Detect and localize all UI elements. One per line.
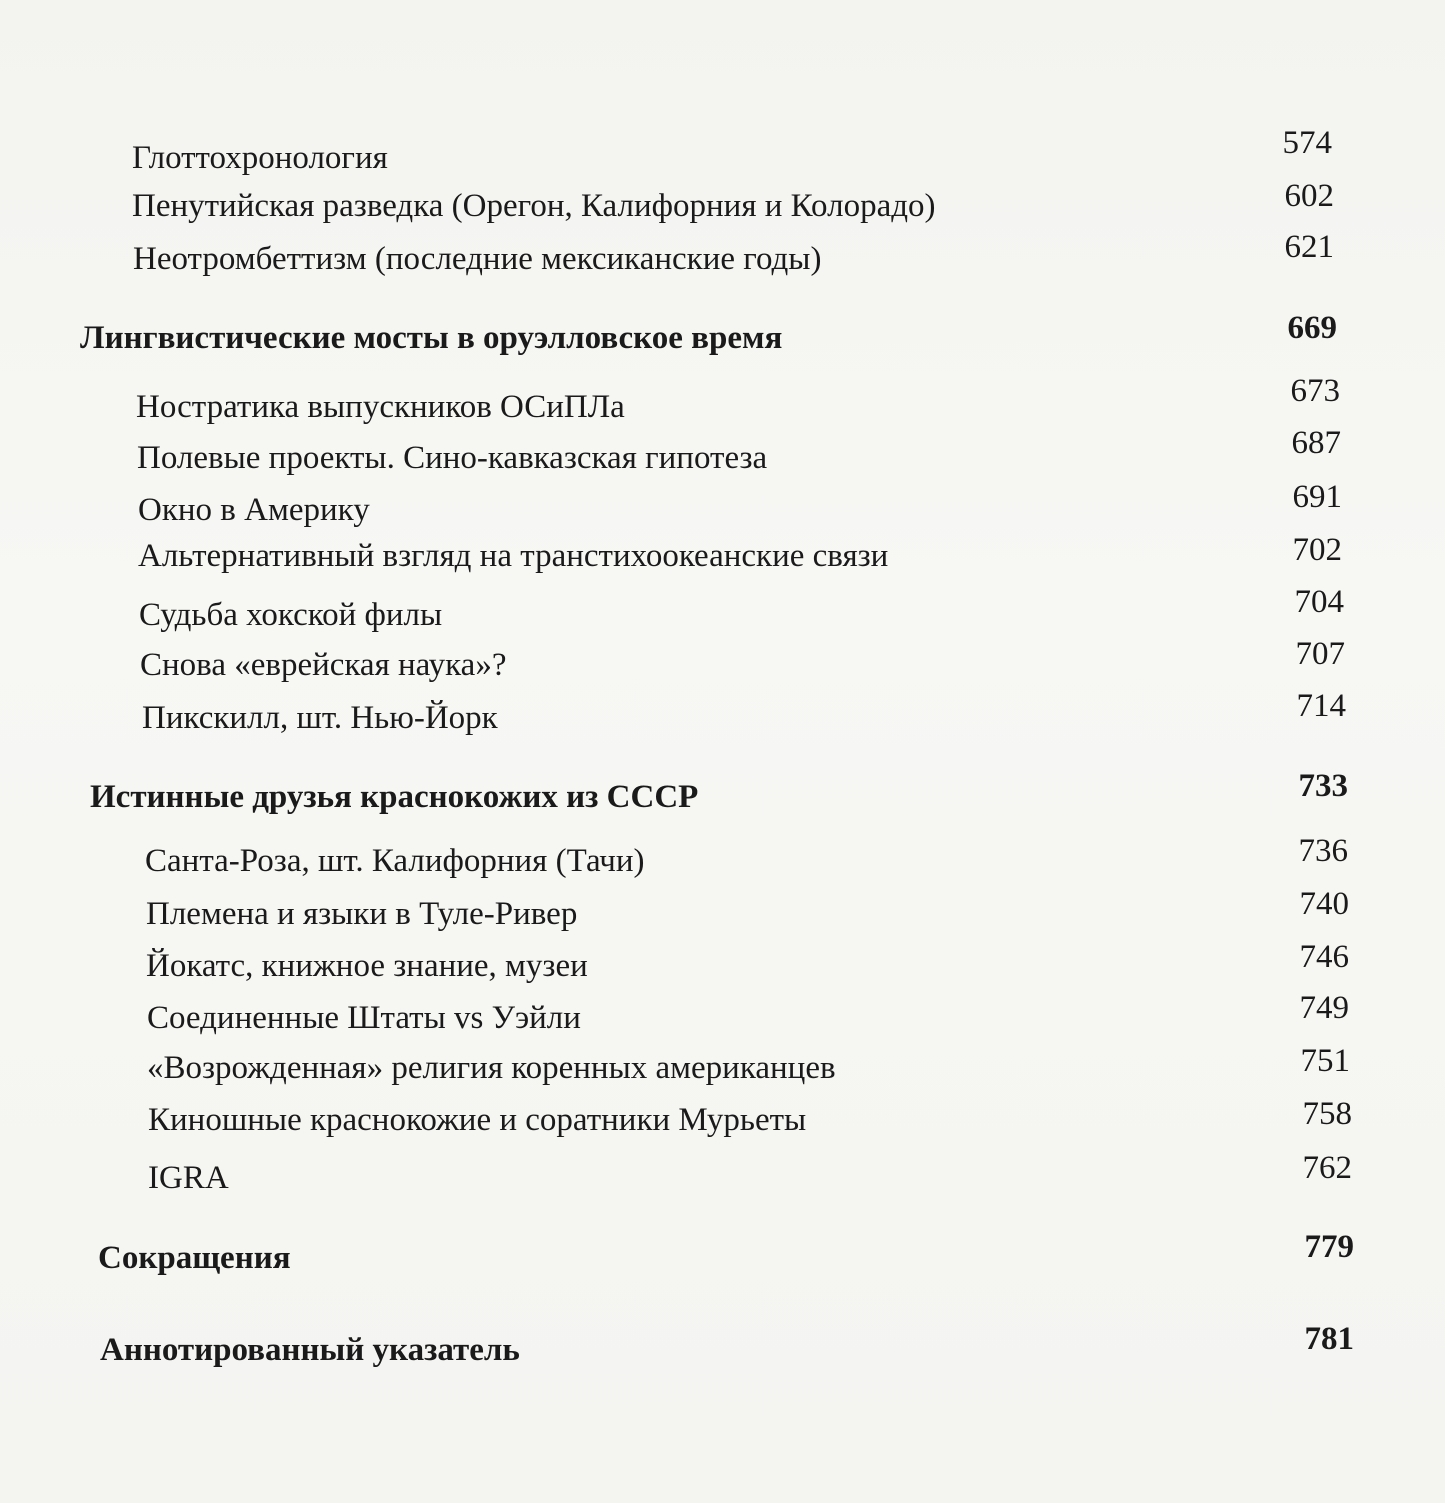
toc-entry-page: 714 bbox=[1296, 688, 1346, 724]
toc-chapter-title: Аннотированный указатель bbox=[100, 1332, 520, 1368]
toc-chapter-title: Лингвистические мосты в оруэлловское время bbox=[80, 320, 783, 356]
toc-entry-title: Полевые проекты. Сино-кавказская гипотеза bbox=[137, 440, 768, 476]
toc-entry-page: 749 bbox=[1299, 990, 1349, 1026]
toc-entry-title: Пикскилл, шт. Нью-Йорк bbox=[142, 700, 498, 736]
toc-entry-page: 673 bbox=[1290, 373, 1340, 409]
toc-entry-title: Судьба хокской филы bbox=[139, 597, 443, 633]
toc-entry-title: IGRA bbox=[148, 1160, 229, 1196]
toc-entry-page: 736 bbox=[1298, 833, 1348, 869]
toc-chapter-page: 669 bbox=[1287, 310, 1337, 346]
toc-entry-page: 751 bbox=[1300, 1043, 1350, 1079]
toc-entry-page: 758 bbox=[1302, 1096, 1352, 1132]
toc-entry-title: Окно в Америку bbox=[138, 492, 370, 528]
toc-chapter-title: Истинные друзья краснокожих из СССР bbox=[90, 779, 699, 815]
toc-entry-title: Йокатс, книжное знание, музеи bbox=[146, 948, 588, 984]
toc-entry-title: Санта-Роза, шт. Калифорния (Тачи) bbox=[145, 843, 645, 879]
toc-entry-page: 621 bbox=[1284, 229, 1334, 265]
toc-entry-page: 762 bbox=[1302, 1150, 1352, 1186]
toc-entry-page: 704 bbox=[1294, 584, 1344, 620]
toc-chapter-page: 781 bbox=[1304, 1321, 1354, 1357]
toc-entry-page: 687 bbox=[1291, 425, 1341, 461]
toc-entry-title: Соединенные Штаты vs Уэйли bbox=[147, 1000, 581, 1036]
toc-entry-page: 707 bbox=[1295, 636, 1345, 672]
toc-entry-page: 702 bbox=[1292, 532, 1342, 568]
toc-chapter-page: 733 bbox=[1298, 768, 1348, 804]
toc-entry-title: Племена и языки в Туле-Ривер bbox=[146, 896, 578, 932]
toc-entry-page: 574 bbox=[1282, 125, 1332, 161]
toc-entry-page: 740 bbox=[1299, 886, 1349, 922]
toc-chapter-page: 779 bbox=[1304, 1229, 1354, 1265]
toc-entry-title: Глоттохронология bbox=[132, 140, 388, 176]
toc-entry-page: 746 bbox=[1299, 939, 1349, 975]
toc-entry-page: 602 bbox=[1284, 178, 1334, 214]
toc-entry-title: Ностратика выпускников ОСиПЛа bbox=[136, 389, 625, 425]
toc-entry-title: Киношные краснокожие и соратники Мурьеты bbox=[148, 1102, 807, 1138]
toc-entry-title: «Возрожденная» религия коренных американцев bbox=[147, 1050, 836, 1086]
toc-entry-title: Пенутийская разведка (Орегон, Калифорния и Колорадо) bbox=[132, 188, 936, 224]
toc-entry-page: 691 bbox=[1292, 479, 1342, 515]
toc-entry-title: Неотромбеттизм (последние мексиканские годы) bbox=[133, 241, 822, 277]
toc-entry-title: Снова «еврейская наука»? bbox=[140, 647, 507, 683]
toc-entry-title: Альтернативный взгляд на транстихоокеанские связи bbox=[138, 538, 889, 574]
toc-chapter-title: Сокращения bbox=[98, 1240, 291, 1276]
